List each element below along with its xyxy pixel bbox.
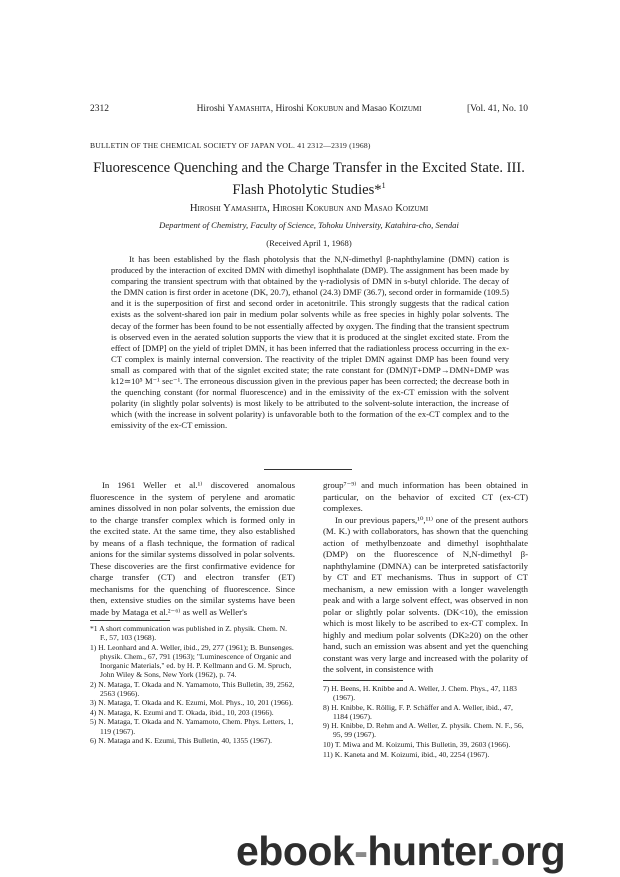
watermark-part: ebook [236, 828, 355, 874]
footnotes-left [90, 624, 295, 746]
running-head-author1: Yamashita [227, 104, 271, 114]
abstract: It has been established by the flash photolysis that the N,N-dimethyl β-naphthylamine (DMN) cation is produced by the interaction of excited DMN with dimethyl isophthalate (DMP). The assignment has been made by comparing the transient spectrum with that obtained by the γ-radiolysis of DMN in s-butyl chloride. The decay of the DMN cation is first order in acetone (DK, 20.7), ethanol (24.3) DMF (36.7), second order in formamide (109.5) and it is the superposition of first and second order in acetonitrile. This strongly suggests that the radical cation exists as the solvent-shared ion pair in medium polar solvents while as free species in highly polar solvents. The decay of the former has been found to be not essentially affected by oxygen. The finding that the transient spectrum is observed even in the aerated solution supports the view that it is produced at the singlet excited state. From the effect of [DMP] on the yield of triplet DMN, it has been inferred that the radiationless process occurring in the ex-CT complex is mainly internal conversion. The reactivity of the triplet DMN against DMP has been found very small as compared with that of the signlet excited state; the rate constant for (DMN)T+DMP→DMN+DMP was k12≃10⁵ M⁻¹ sec⁻¹. The erroneous discussion given in the previous paper has been corrected; the decrease both in the quenching constant (for normal fluorescence) and in the emissivity of the ex-CT emission with the solvent polarity (in slightly polar solvents) is most likely to be attributed to the solvent-solute interaction, the increase of which (with the increase in solvent polarity) is unfavorable both to the formation of the ex-CT complex and to the emissivity of the ex-CT emission. [111, 254, 509, 431]
footnote: 11) K. Kaneta and M. Koizumi, ibid., 40, 2254 (1967). [323, 749, 490, 759]
footnote-rule-right [323, 680, 403, 681]
footnote: 4) N. Mataga, K. Ezumi and T. Okada, ibid., 10, 203 (1966). [90, 707, 274, 717]
watermark-part: org [500, 828, 566, 874]
footnote: 7) H. Beens, H. Knibbe and A. Weller, J. Chem. Phys., 47, 1183 (1967). [323, 684, 517, 703]
body-paragraph: In our previous papers,¹⁰,¹¹⁾ one of the present authors (M. K.) with collaborators, has shown that the quenching action of methylbenzoate and dimethyl isophthalate (DMP) on the fluorescence of N,N-dimethyl β-naphthylamine (DMNA) can be interpreted satisfactorily by CT and ET mechanisms. Thus in support of CT mechanism, a new emission with a longer wavelength peak and with a large solvent effect, was observed in non polar or slightly polar solvents. (DK<10), the emission which is most likely to be ascribed to ex-CT complex. In highly and medium polar solvents (DK≥20) on the other hand, such an emission was absent and yet the quenching constant was very large and increased with the polarity of the solvent, in consistence with [323, 514, 528, 674]
footnote: 5) N. Mataga, T. Okada and N. Yamamoto, Chem. Phys. Letters, 1, 119 (1967). [90, 717, 294, 736]
watermark-separator: - [354, 828, 368, 874]
watermark-separator: . [489, 828, 501, 874]
title-footnote-mark: 1 [381, 181, 386, 190]
section-divider [264, 469, 352, 470]
footnote-rule-left [90, 620, 170, 621]
body-column-left [90, 480, 295, 618]
watermark-part: hunter [367, 828, 490, 874]
running-head-author2: Kokubun [306, 104, 344, 114]
running-head-mid1: , Hiroshi [270, 104, 307, 114]
footnote: 8) H. Knibbe, K. Röllig, F. P. Schäffer and A. Weller, ibid., 47, 1184 (1967). [323, 702, 513, 721]
body-paragraph: group⁷⁻⁹⁾ and much information has been obtained in particular, on the behavior of excited CT (ex-CT) complexes. [323, 480, 528, 513]
body-paragraph: In 1961 Weller et al.¹⁾ discovered anomalous fluorescence in the system of perylene and aromatic amines dissolved in non polar solvents, the emission due to the charge transfer complex which is formed only in the excited state. At the same time, they also established by means of a flash technique, the formation of radical anions for the similar systems dissolved in polar solvents. These discoveries are the first confirmative evidence for charge transfer (CT) and electron transfer (ET) mechanisms for the quenching of fluorescence. Since then, extensive studies on the similar systems have been made by Mataga et al.²⁻⁶⁾ as well as Weller's [90, 480, 295, 617]
footnote: 1) H. Leonhard and A. Weller, ibid., 29, 277 (1961); B. Bunsenges. physik. Chem., 67, 791 (1963); "Luminescence of Organic and Inorganic Materials," ed. by H. P. Kellmann and G. M. Spruch, John Wiley & Sons, New York (1962), p. 74. [90, 642, 294, 679]
bulletin-line: BULLETIN OF THE CHEMICAL SOCIETY OF JAPAN VOL. 41 2312—2319 (1968) [90, 141, 371, 150]
page-number: 2312 [90, 104, 109, 114]
running-head-author3: Koizumi [389, 104, 422, 114]
watermark [236, 825, 620, 877]
footnote: 10) T. Miwa and M. Koizumi, This Bulletin, 39, 2603 (1966). [323, 740, 511, 750]
footnote: 6) N. Mataga and K. Ezumi, This Bulletin, 40, 1355 (1967). [90, 736, 273, 746]
article-authors: Hiroshi Yamashita, Hiroshi Kokubun and Masao Koizumi [189, 203, 429, 214]
footnote: *1 A short communication was published in Z. physik. Chem. N. F., 57, 103 (1968). [90, 624, 288, 643]
footnotes-right [323, 684, 528, 759]
running-head-mid2: and Masao [343, 104, 390, 114]
body-column-right [323, 480, 528, 676]
footnote: 9) H. Knibbe, D. Rehm and A. Weller, Z. physik. Chem. N. F., 56, 95, 99 (1967). [323, 721, 524, 740]
received-date: (Received April 1, 1968) [266, 238, 352, 248]
volume-label: [Vol. 41, No. 10 [466, 104, 528, 114]
footnote: 2) N. Mataga, T. Okada and N. Yamamoto, This Bulletin, 39, 2562, 2563 (1966). [90, 679, 295, 698]
running-head [90, 104, 528, 118]
running-head-prefix: Hiroshi [196, 104, 228, 114]
affiliation: Department of Chemistry, Faculty of Science, Tohoku University, Katahira-cho, Sendai [159, 220, 459, 230]
article-title-text: Fluorescence Quenching and the Charge Transfer in the Excited State. III. Flash Photolytic Studies* [93, 160, 525, 198]
footnote: 3) N. Mataga, T. Okada and K. Ezumi, Mol. Phys., 10, 201 (1966). [90, 698, 294, 708]
article-title [90, 160, 528, 199]
running-head-authors [90, 104, 528, 114]
